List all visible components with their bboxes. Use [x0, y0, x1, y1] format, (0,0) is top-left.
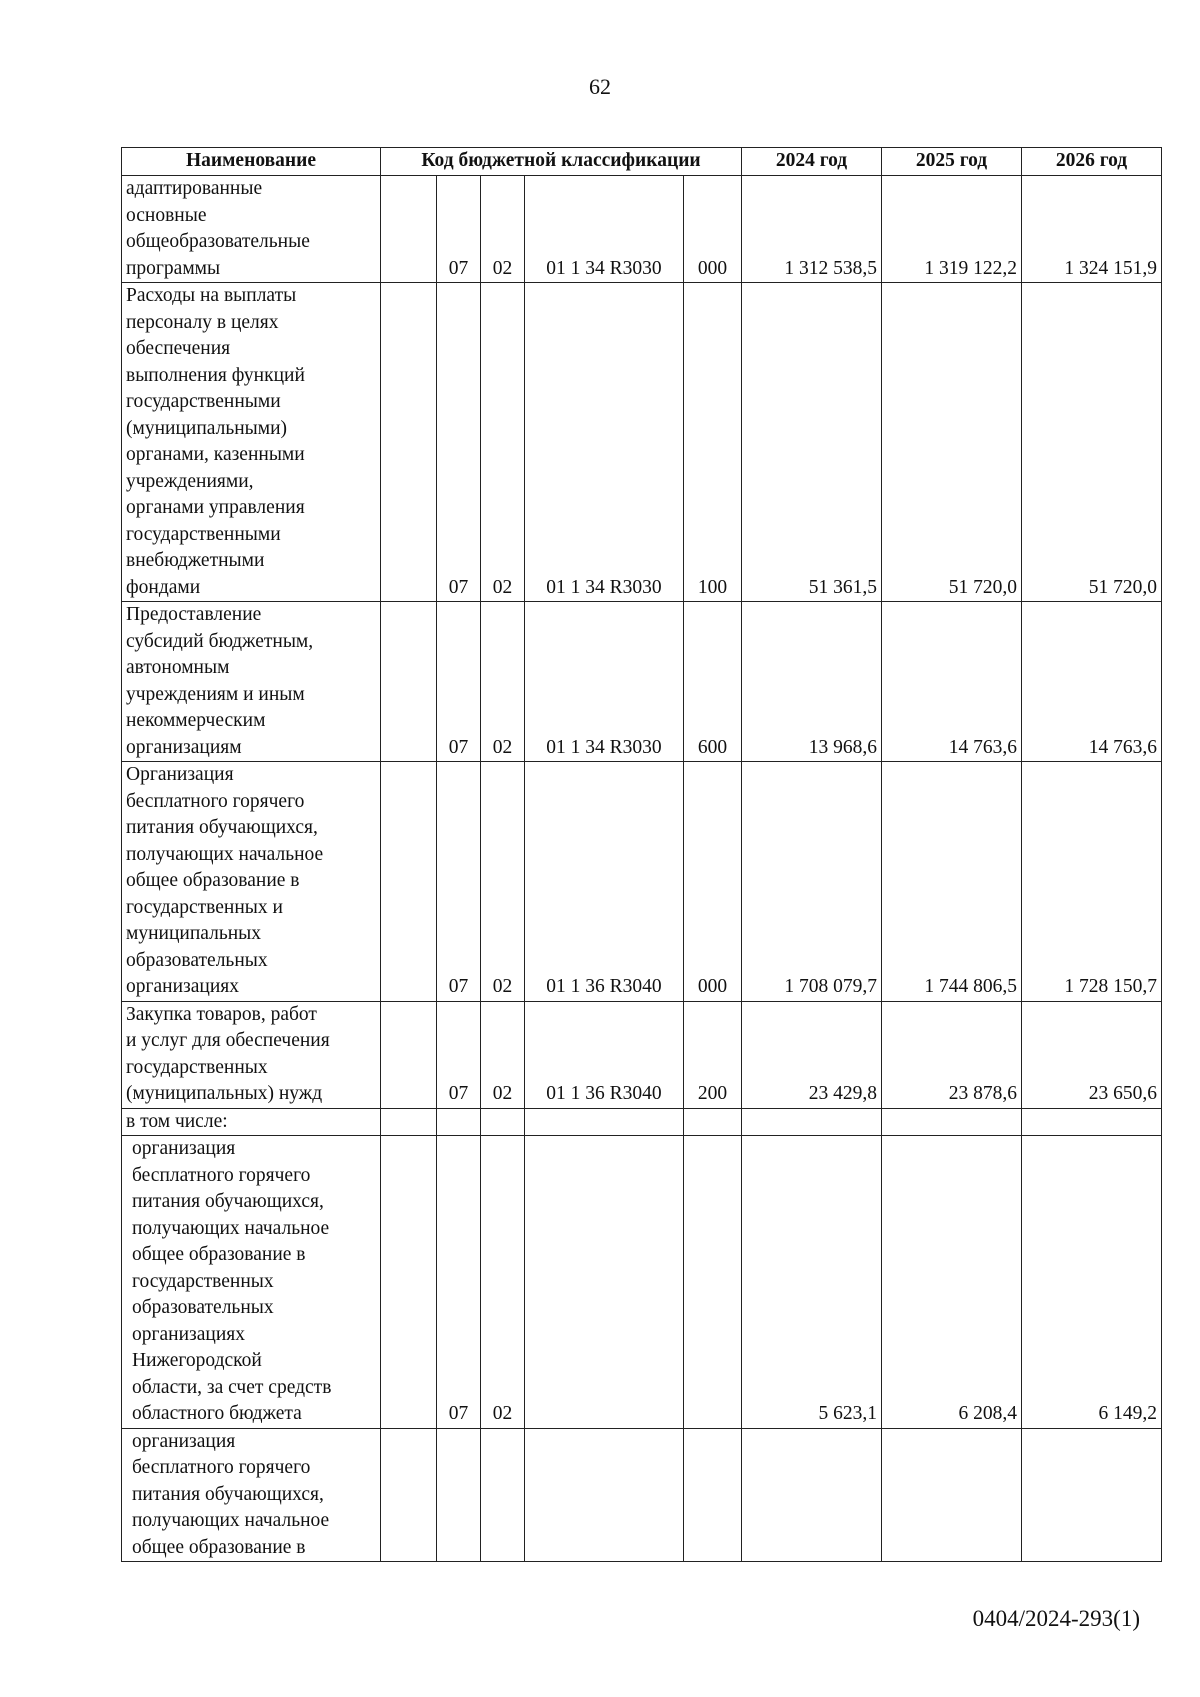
row-value-2025: 51 720,0	[882, 283, 1022, 602]
row-subsection: 02	[481, 1001, 525, 1108]
row-section: 07	[437, 283, 481, 602]
row-value-2025	[882, 1428, 1022, 1562]
row-value-2025: 6 208,4	[882, 1136, 1022, 1429]
row-value-2026: 23 650,6	[1022, 1001, 1162, 1108]
row-value-2024: 23 429,8	[742, 1001, 882, 1108]
row-value-2024: 1 708 079,7	[742, 762, 882, 1002]
row-expense-type	[684, 1428, 742, 1562]
row-empty-code	[381, 1001, 437, 1108]
row-name: организация бесплатного горячего питания обучающихся, получающих начальное общее образование в государственных образовательных организациях Нижегородской области, за счет средств областного бюджета	[122, 1136, 381, 1429]
table-body	[122, 176, 1162, 1562]
row-value-2025: 23 878,6	[882, 1001, 1022, 1108]
row-value-2026: 51 720,0	[1022, 283, 1162, 602]
row-value-2024: 5 623,1	[742, 1136, 882, 1429]
row-section	[437, 1428, 481, 1562]
row-value-2026	[1022, 1428, 1162, 1562]
header-2026: 2026 год	[1022, 148, 1162, 176]
row-value-2026	[1022, 1108, 1162, 1136]
row-empty-code	[381, 1136, 437, 1429]
row-value-2024	[742, 1108, 882, 1136]
table-row	[122, 1001, 1162, 1108]
header-2025: 2025 год	[882, 148, 1022, 176]
row-expense-type	[684, 1136, 742, 1429]
row-name: Расходы на выплаты персоналу в целях обеспечения выполнения функций государственными (муниципальными) органами, казенными учреждениями, органами управления государственными внебюджетными фондами	[122, 283, 381, 602]
row-empty-code	[381, 176, 437, 283]
row-value-2025	[882, 1108, 1022, 1136]
row-section: 07	[437, 602, 481, 762]
row-empty-code	[381, 1108, 437, 1136]
row-value-2026: 1 728 150,7	[1022, 762, 1162, 1002]
row-subsection: 02	[481, 1136, 525, 1429]
row-value-2024: 51 361,5	[742, 283, 882, 602]
row-subsection	[481, 1108, 525, 1136]
row-name: организация бесплатного горячего питания обучающихся, получающих начальное общее образование в	[122, 1428, 381, 1562]
row-subsection: 02	[481, 762, 525, 1002]
row-expense-type: 200	[684, 1001, 742, 1108]
table-header-row	[122, 148, 1162, 176]
row-target-article: 01 1 36 R3040	[525, 1001, 684, 1108]
row-value-2026: 14 763,6	[1022, 602, 1162, 762]
row-subsection	[481, 1428, 525, 1562]
row-expense-type: 600	[684, 602, 742, 762]
row-expense-type	[684, 1108, 742, 1136]
row-section: 07	[437, 1136, 481, 1429]
row-expense-type: 000	[684, 176, 742, 283]
row-name: адаптированные основные общеобразовательные программы	[122, 176, 381, 283]
row-value-2024: 13 968,6	[742, 602, 882, 762]
row-value-2024	[742, 1428, 882, 1562]
row-name: Организация бесплатного горячего питания обучающихся, получающих начальное общее образование в государственных и муниципальных образовательных организациях	[122, 762, 381, 1002]
table-row	[122, 1136, 1162, 1429]
row-empty-code	[381, 762, 437, 1002]
row-expense-type: 100	[684, 283, 742, 602]
row-name: Предоставление субсидий бюджетным, автономным учреждениям и иным некоммерческим организациям	[122, 602, 381, 762]
row-value-2024: 1 312 538,5	[742, 176, 882, 283]
row-subsection: 02	[481, 176, 525, 283]
row-subsection: 02	[481, 283, 525, 602]
row-target-article: 01 1 34 R3030	[525, 176, 684, 283]
row-section: 07	[437, 762, 481, 1002]
header-code: Код бюджетной классификации	[381, 148, 742, 176]
row-subsection: 02	[481, 602, 525, 762]
row-value-2025: 14 763,6	[882, 602, 1022, 762]
header-2024: 2024 год	[742, 148, 882, 176]
row-empty-code	[381, 283, 437, 602]
table-row	[122, 283, 1162, 602]
row-section	[437, 1108, 481, 1136]
row-target-article: 01 1 34 R3030	[525, 283, 684, 602]
budget-table	[121, 147, 1162, 1562]
row-value-2025: 1 319 122,2	[882, 176, 1022, 283]
row-target-article: 01 1 34 R3030	[525, 602, 684, 762]
row-target-article	[525, 1136, 684, 1429]
header-name: Наименование	[122, 148, 381, 176]
page-number: 62	[589, 74, 611, 99]
row-target-article: 01 1 36 R3040	[525, 762, 684, 1002]
row-value-2026: 6 149,2	[1022, 1136, 1162, 1429]
row-empty-code	[381, 602, 437, 762]
row-section: 07	[437, 1001, 481, 1108]
row-value-2025: 1 744 806,5	[882, 762, 1022, 1002]
row-value-2026: 1 324 151,9	[1022, 176, 1162, 283]
row-section: 07	[437, 176, 481, 283]
table-row	[122, 1428, 1162, 1562]
table-row	[122, 762, 1162, 1002]
row-target-article	[525, 1108, 684, 1136]
table-row	[122, 602, 1162, 762]
row-empty-code	[381, 1428, 437, 1562]
table-row	[122, 176, 1162, 283]
table-row	[122, 1108, 1162, 1136]
document-code: 0404/2024-293(1)	[972, 1606, 1140, 1631]
row-expense-type: 000	[684, 762, 742, 1002]
row-name: в том числе:	[122, 1108, 381, 1136]
row-target-article	[525, 1428, 684, 1562]
row-name: Закупка товаров, работ и услуг для обеспечения государственных (муниципальных) нужд	[122, 1001, 381, 1108]
